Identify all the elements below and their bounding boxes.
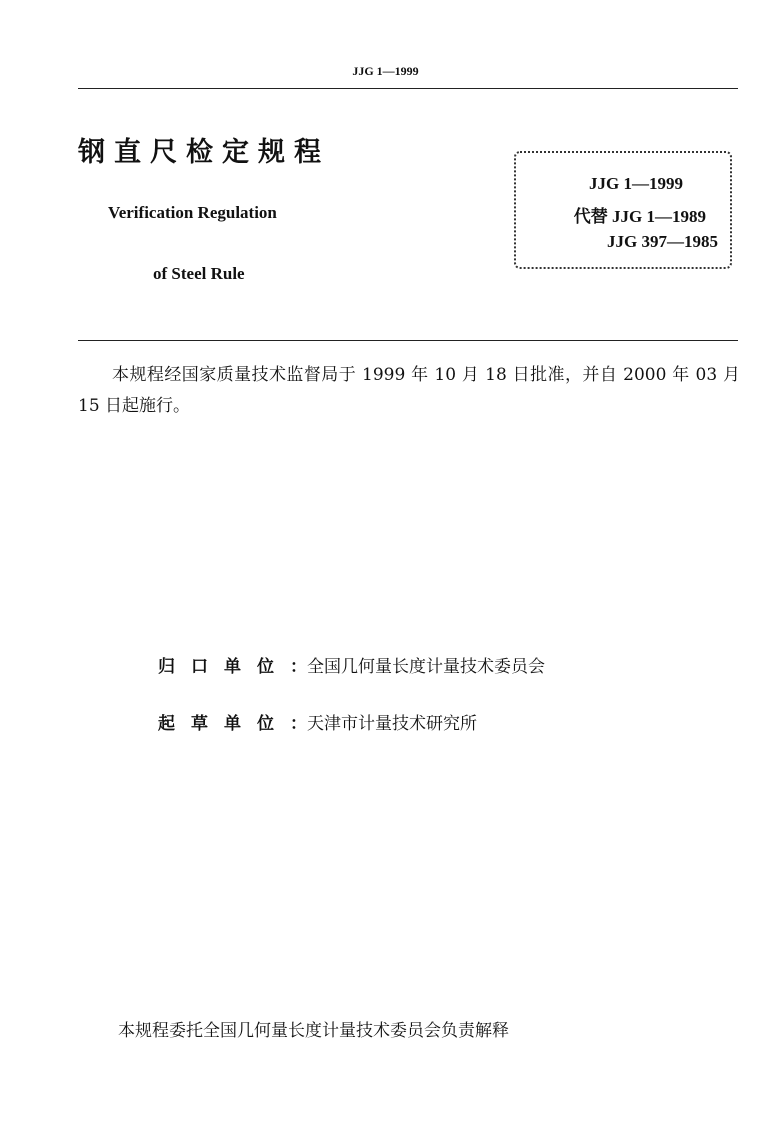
title-english-line1: Verification Regulation [108, 203, 277, 222]
section-divider [78, 340, 738, 341]
drafting-unit-value: 天津市计量技术研究所 [307, 714, 477, 734]
code-box-line2: 代替 JJG 1—1989 [573, 207, 706, 226]
title-chinese: 钢直尺检定规程 [78, 137, 330, 168]
code-box-line3: JJG 397—1985 [607, 232, 718, 251]
responsible-unit-label: 归口单位 [158, 657, 290, 677]
header-code: JJG 1—1999 [352, 64, 419, 78]
responsible-unit-row [158, 652, 545, 677]
title-english-line2: of Steel Rule [153, 264, 245, 283]
responsible-unit-colon: ： [290, 657, 307, 677]
code-box-line1: JJG 1—1999 [589, 174, 683, 193]
drafting-unit-colon: ： [290, 714, 307, 734]
drafting-unit-row [158, 709, 477, 734]
approval-paragraph: 本规程经国家质量技术监督局于 1999 年 10 月 18 日批准，并自 2000 年 03 月 15 日起施行。 [78, 365, 740, 416]
drafting-unit-label: 起草单位 [158, 714, 290, 734]
responsible-unit-value: 全国几何量长度计量技术委员会 [307, 657, 545, 677]
header-divider [78, 88, 738, 89]
interpretation-note: 本规程委托全国几何量长度计量技术委员会负责解释 [118, 1021, 509, 1041]
